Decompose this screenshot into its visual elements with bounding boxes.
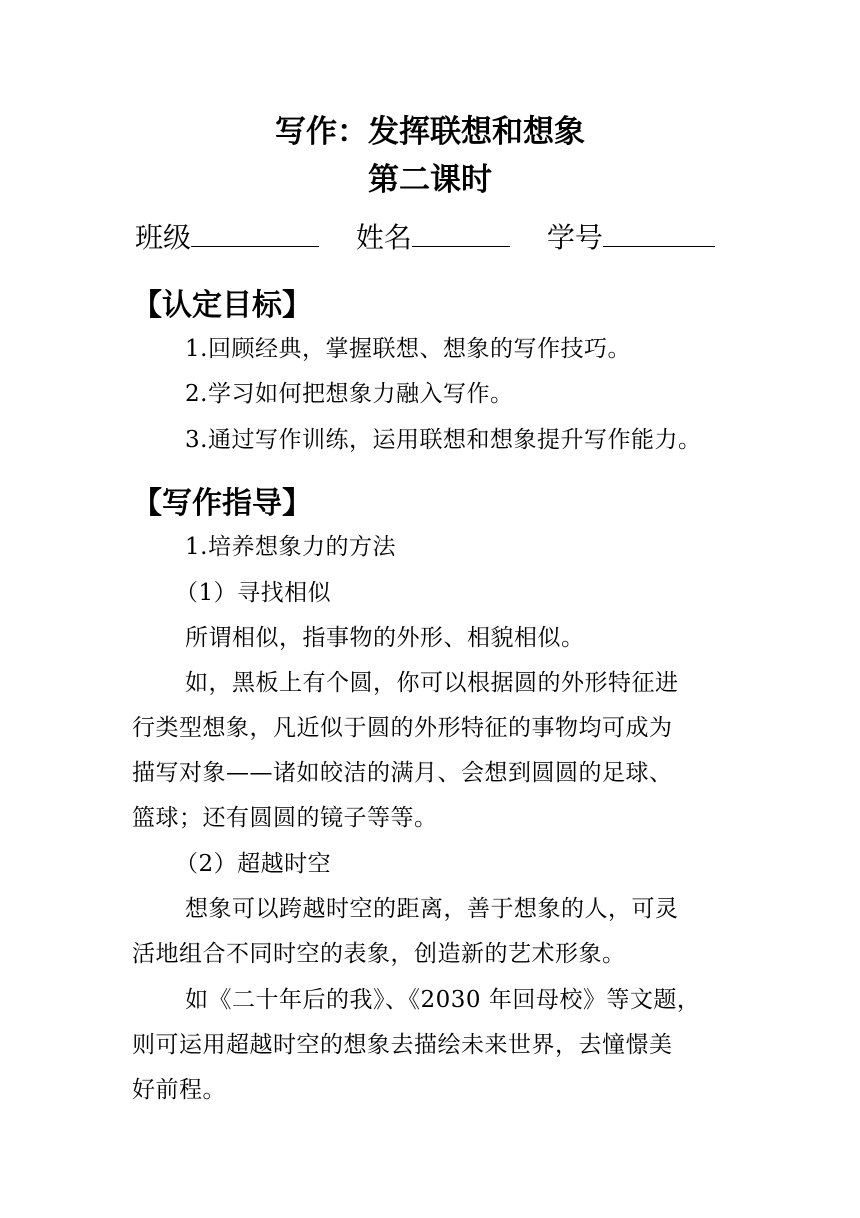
goal-item: 2.学习如何把想象力融入写作。 — [185, 381, 514, 407]
guide-line: 活地组合不同时空的表象，创造新的艺术形象。 — [132, 941, 626, 967]
page-title: 写作：发挥联想和想象 — [275, 114, 585, 150]
guide-line: 所谓相似，指事物的外形、相貌相似。 — [185, 625, 585, 651]
guide-line: 如《二十年后的我》、《2030 年回母校》等文题， — [185, 987, 701, 1013]
guide-line: 篮球；还有圆圆的镜子等等。 — [132, 805, 438, 831]
goal-item: 3.通过写作训练，运用联想和想象提升写作能力。 — [185, 427, 702, 453]
page-subtitle: 第二课时 — [368, 162, 492, 198]
goals-heading: 【认定目标】 — [132, 288, 312, 323]
student-info-row — [135, 216, 715, 256]
guide-line: 1.培养想象力的方法 — [185, 534, 396, 560]
id-label: 学号 — [546, 221, 603, 254]
guide-line: 想象可以跨越时空的距离，善于想象的人，可灵 — [185, 896, 679, 922]
guide-line: 好前程。 — [132, 1077, 226, 1103]
guide-heading: 【写作指导】 — [132, 486, 312, 521]
guide-line: 如，黑板上有个圆，你可以根据圆的外形特征进 — [185, 670, 679, 696]
class-blank[interactable] — [191, 218, 319, 247]
guide-line: 行类型想象，凡近似于圆的外形特征的事物均可成为 — [132, 715, 673, 741]
guide-line: （1）寻找相似 — [175, 580, 332, 606]
guide-line: 则可运用超越时空的想象去描绘未来世界，去憧憬美 — [132, 1032, 673, 1058]
class-label: 班级 — [135, 221, 192, 254]
guide-line: （2）超越时空 — [175, 851, 332, 877]
goal-item: 1.回顾经典，掌握联想、想象的写作技巧。 — [185, 336, 631, 362]
id-blank[interactable] — [603, 218, 715, 247]
name-blank[interactable] — [412, 218, 510, 247]
name-label: 姓名 — [355, 221, 412, 254]
guide-line: 描写对象——诸如皎洁的满月、会想到圆圆的足球、 — [132, 760, 673, 786]
